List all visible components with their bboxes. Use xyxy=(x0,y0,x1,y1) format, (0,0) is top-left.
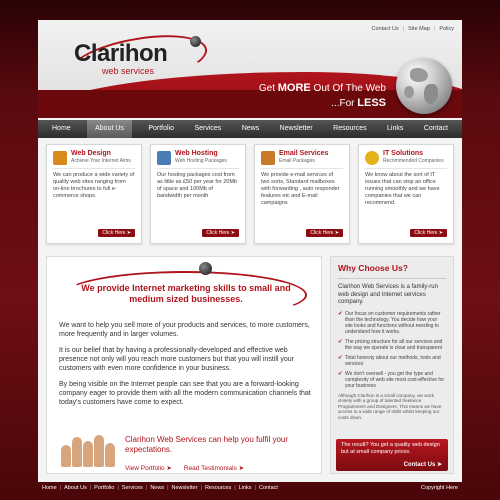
click-here-button[interactable]: Click Here ➤ xyxy=(410,229,447,237)
email-icon xyxy=(261,151,275,165)
header xyxy=(38,20,462,118)
service-box-it-solutions xyxy=(358,144,454,244)
divider xyxy=(365,168,447,169)
tagline-line2 xyxy=(246,96,386,111)
box-subtitle: Web Hosting Packages xyxy=(175,158,227,164)
top-link-contact[interactable]: Contact Us xyxy=(371,26,399,32)
main-paragraph: By being visible on the Internet people can see that you are a forward-looking company eager to provide them with all the modern communication channels that today's customers have come to expect. xyxy=(59,381,311,406)
sidebar-intro: Clarihon Web Services is a family-run web design and Internet services company. xyxy=(338,284,438,305)
top-links xyxy=(372,26,454,32)
list-item-text: We don't oversell - you get the type and complexity of web site most cost-effective for your business xyxy=(345,370,445,389)
list-item-text: Total honesty about our methods, tools and services xyxy=(345,354,441,367)
service-box-web-hosting xyxy=(150,144,246,244)
result-banner xyxy=(336,439,448,471)
tagline-suffix: Out Of The Web xyxy=(313,83,386,94)
footer-link-links[interactable]: Links xyxy=(238,485,252,491)
page xyxy=(38,20,462,482)
copyright: Copyright Here xyxy=(421,485,458,491)
footer-link-portfolio[interactable]: Portfolio xyxy=(94,485,115,491)
lightbulb-icon xyxy=(365,151,379,165)
list-item xyxy=(338,339,446,351)
service-box-web-design xyxy=(46,144,142,244)
list-item-text: The pricing structure for all our services and the way we operate is clear and transparent xyxy=(345,338,443,351)
click-here-button[interactable]: Click Here ➤ xyxy=(98,229,135,237)
main-headline: We provide Internet marketing skills to small and medium sized businesses. xyxy=(81,283,291,304)
nav-item-about-us[interactable]: About Us xyxy=(87,120,132,138)
click-here-button[interactable]: Click Here ➤ xyxy=(306,229,343,237)
globe-icon xyxy=(396,58,452,114)
headline-dot-icon xyxy=(199,262,212,275)
contact-us-link[interactable]: Contact Us ➤ xyxy=(403,462,442,468)
box-title: Web Hosting xyxy=(175,150,218,157)
tagline-line1 xyxy=(246,81,386,96)
divider xyxy=(53,168,135,169)
main-content xyxy=(46,256,322,474)
footer-link-services[interactable]: Services xyxy=(121,485,143,491)
thumbs-up-image xyxy=(59,433,119,467)
list-item xyxy=(338,311,446,335)
server-icon xyxy=(157,151,171,165)
main-paragraph: It is our belief that by having a professionally-developed and effective web presence not only will you reach more customers but that you will instill your customers with even more confidence in your business. xyxy=(59,347,294,372)
nav-item-links[interactable]: Links xyxy=(387,125,404,132)
service-boxes xyxy=(46,144,454,244)
why-list xyxy=(338,311,446,389)
nav-item-contact[interactable]: Contact xyxy=(423,125,448,132)
footer-link-resources[interactable]: Resources xyxy=(204,485,232,491)
check-icon: ✔ xyxy=(338,354,343,361)
footer-link-news[interactable]: News xyxy=(150,485,165,491)
box-subtitle: Email Packages xyxy=(279,158,315,164)
box-subtitle: Recommended Companies xyxy=(383,158,444,164)
tagline2-bold: LESS xyxy=(357,97,386,109)
logo-subtext: web services xyxy=(102,66,155,76)
tagline-bold: MORE xyxy=(277,82,311,94)
footer-links: Home | About Us | Portfolio | Services | News | Newsletter | Resources | Links | Contact xyxy=(42,485,278,491)
nav-item-news[interactable]: News xyxy=(241,125,260,132)
sidebar xyxy=(330,256,454,474)
result-text: The result? You get a quality web design but at small company prices. xyxy=(341,442,440,455)
main-links xyxy=(125,464,244,472)
nav-item-portfolio[interactable]: Portfolio xyxy=(148,125,175,132)
main-paragraph: We want to help you sell more of your products and services, to more customers, more frequently and in larger volumes. xyxy=(59,322,310,338)
click-here-button[interactable]: Click Here ➤ xyxy=(202,229,239,237)
list-item-text: Our focus on customer requirements rather than the technology. You decide how your site looks and functions without needing to understand how it works. xyxy=(345,310,441,335)
divider xyxy=(338,278,446,279)
nav-item-services[interactable]: Services xyxy=(194,125,222,132)
nav-item-newsletter[interactable]: Newsletter xyxy=(279,125,313,132)
box-text: We provide e-mail services of two sorts, Standard mailboxes with forwarding , auto responder features etc and E-mail campaigns xyxy=(261,172,340,206)
box-text: Our hosting packages cost from as little as £50 per year for 20Mb of space and 100Mb of bandwidth per month xyxy=(157,172,238,199)
box-title: Web Design xyxy=(71,150,111,157)
check-icon: ✔ xyxy=(338,310,343,317)
nav-item-resources[interactable]: Resources xyxy=(333,125,367,132)
sidebar-note: Although Clarihon is a small company, we work closely with a group of talented freelance Programmers and Designers. This means we have access to a wide range of skills whilst keeping our costs down. xyxy=(338,392,442,420)
logo[interactable] xyxy=(74,42,167,76)
divider xyxy=(261,168,343,169)
logo-text: Clarihon xyxy=(74,40,168,67)
box-title: Email Services xyxy=(279,150,329,157)
logo-dot-icon xyxy=(190,36,201,47)
list-item xyxy=(338,355,446,367)
pencil-icon xyxy=(53,151,67,165)
footer-link-home[interactable]: Home xyxy=(42,485,57,491)
main-body xyxy=(59,321,311,414)
footer xyxy=(38,482,462,494)
top-link-policy[interactable]: Policy xyxy=(439,26,454,32)
box-subtitle: Achieve Your Internet Aims xyxy=(71,158,131,164)
read-testimonials-link[interactable]: Read Testimonials ➤ xyxy=(183,465,245,472)
top-link-sep: | xyxy=(433,26,436,32)
top-link-sitemap[interactable]: Site Map xyxy=(408,26,430,32)
box-title: IT Solutions xyxy=(383,150,424,157)
list-item xyxy=(338,371,446,389)
footer-link-about-us[interactable]: About Us xyxy=(64,485,87,491)
top-link-sep: | xyxy=(402,26,405,32)
divider xyxy=(157,168,239,169)
box-text: We can produce a wide variety of quality web sites ranging from on-line brochures to full e-commerce shops. xyxy=(53,172,135,199)
view-portfolio-link[interactable]: View Portfolio ➤ xyxy=(125,465,172,472)
footer-link-newsletter[interactable]: Newsletter xyxy=(171,485,198,491)
tagline2-prefix: ...For xyxy=(331,98,355,109)
service-box-email xyxy=(254,144,350,244)
main-nav xyxy=(38,120,462,138)
main-cta: Clarihon Web Services can help you fulfil your expectations. xyxy=(125,435,289,454)
sidebar-title: Why Choose Us? xyxy=(338,263,408,273)
footer-link-contact[interactable]: Contact xyxy=(258,485,278,491)
check-icon: ✔ xyxy=(338,338,343,345)
box-text: We know about the sort of IT issues that can stop an office running smoothly and we have companies that we can recommend. xyxy=(365,172,440,206)
check-icon: ✔ xyxy=(338,370,343,377)
tagline xyxy=(246,81,386,111)
nav-item-home[interactable]: Home xyxy=(52,125,71,132)
tagline-prefix: Get xyxy=(258,83,275,94)
